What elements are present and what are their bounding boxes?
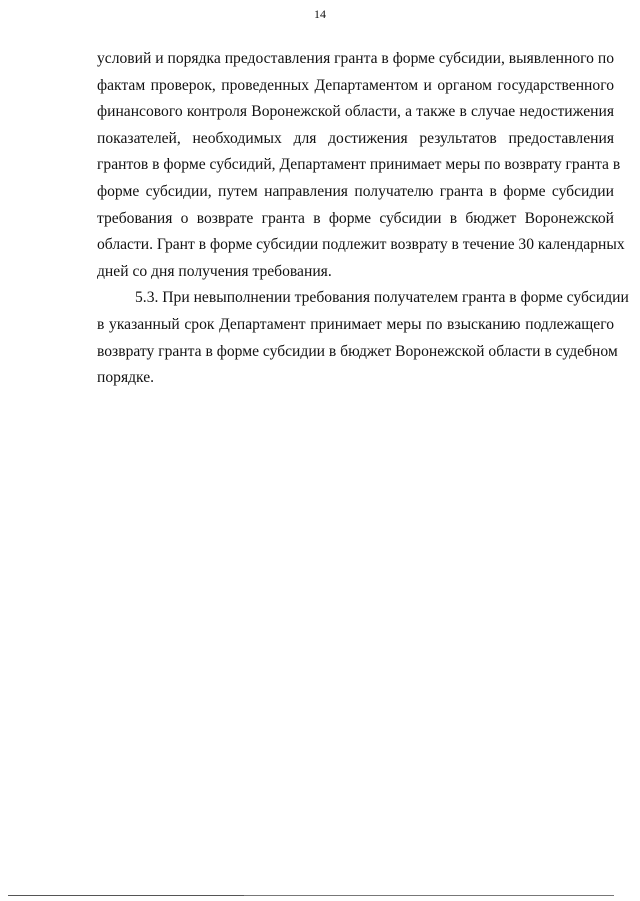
text-line: в указанный срок Департамент принимает меры по взысканию подлежащего xyxy=(97,315,614,333)
text-line: фактам проверок, проведенных Департаментом и органом государственного xyxy=(97,76,614,94)
text-line: финансового контроля Воронежской области, а также в случае недостижения xyxy=(97,103,614,121)
paragraph-continuation xyxy=(97,46,625,285)
paragraph-5-3 xyxy=(97,285,629,391)
text-line: порядке. xyxy=(97,369,155,387)
scan-edge-line xyxy=(8,895,244,896)
text-line: возврату гранта в форме субсидии в бюджет Воронежской области в судебном xyxy=(97,342,618,360)
text-line: форме субсидии, путем направления получателю гранта в форме субсидии xyxy=(97,182,614,200)
page-number: 14 xyxy=(314,7,326,21)
text-line: требования о возврате гранта в форме субсидии в бюджет Воронежской xyxy=(97,209,614,227)
text-line: области. Грант в форме субсидии подлежит возврату в течение 30 календарных xyxy=(97,236,625,254)
text-line: условий и порядка предоставления гранта в форме субсидии, выявленного по xyxy=(97,50,614,67)
text-line: грантов в форме субсидий, Департамент принимает меры по возврату гранта в xyxy=(97,156,621,174)
text-line: дней со дня получения требования. xyxy=(97,262,332,280)
scan-edge-line xyxy=(244,895,614,896)
text-line: 5.3. При невыполнении требования получателем гранта в форме субсидии xyxy=(135,289,629,307)
document-body xyxy=(97,46,629,392)
text-line: показателей, необходимых для достижения результатов предоставления xyxy=(97,129,614,147)
